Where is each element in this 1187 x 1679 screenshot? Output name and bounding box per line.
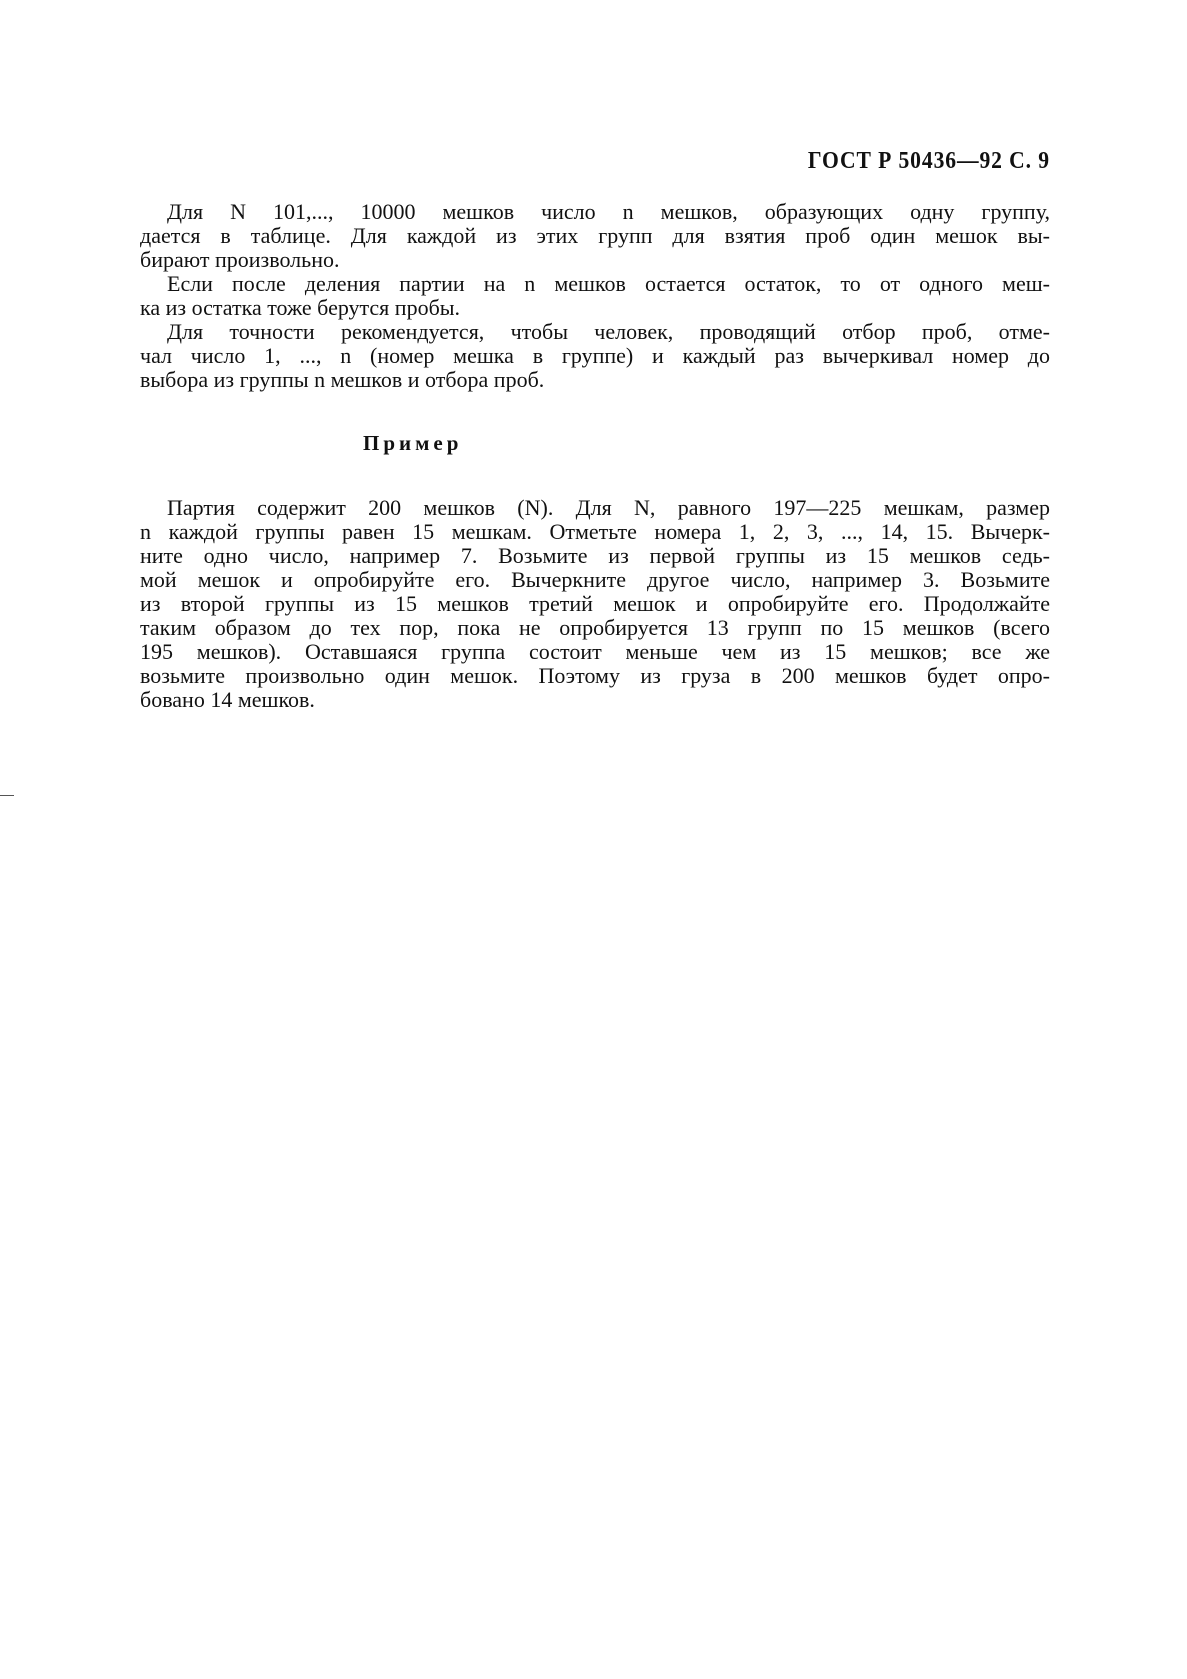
text-line: Если после деления партии на n мешков остается остаток, то от одного меш- [167,271,1050,296]
text-line: n каждой группы равен 15 мешкам. Отметьте номера 1, 2, 3, ..., 14, 15. Вычерк- [140,519,1050,544]
text-line: таким образом до тех пор, пока не опробируется 13 групп по 15 мешков (всего [140,615,1050,640]
text-line: чал число 1, ..., n (номер мешка в группе) и каждый раз вычеркивал номер до [140,343,1050,368]
text-line: Для точности рекомендуется, чтобы человек, проводящий отбор проб, отме- [167,319,1050,344]
text-line: дается в таблице. Для каждой из этих групп для взятия проб один мешок вы- [140,223,1050,248]
example-heading: Пример [363,431,463,455]
text-line: ка из остатка тоже берутся пробы. [140,295,461,320]
text-line: из второй группы из 15 мешков третий мешок и опробируйте его. Продолжайте [140,591,1050,616]
text-line: возьмите произвольно один мешок. Поэтому из груза в 200 мешков будет опро- [140,663,1050,688]
text-line: бирают произвольно. [140,247,340,272]
scan-margin-mark [0,795,14,796]
text-line: выбора из группы n мешков и отбора проб. [140,367,545,392]
text-line: бовано 14 мешков. [140,687,315,712]
text-line: 195 мешков). Оставшаяся группа состоит меньше чем из 15 мешков; все же [140,639,1050,664]
page-header: ГОСТ Р 50436—92 С. 9 [807,148,1050,174]
text-line: мой мешок и опробируйте его. Вычеркните другое число, например 3. Возьмите [140,567,1050,592]
text-line: ните одно число, например 7. Возьмите из первой группы из 15 мешков седь- [140,543,1050,568]
text-line: Для N 101,..., 10000 мешков число n мешков, образующих одну группу, [167,199,1050,224]
text-line: Партия содержит 200 мешков (N). Для N, равного 197—225 мешкам, размер [167,495,1050,520]
